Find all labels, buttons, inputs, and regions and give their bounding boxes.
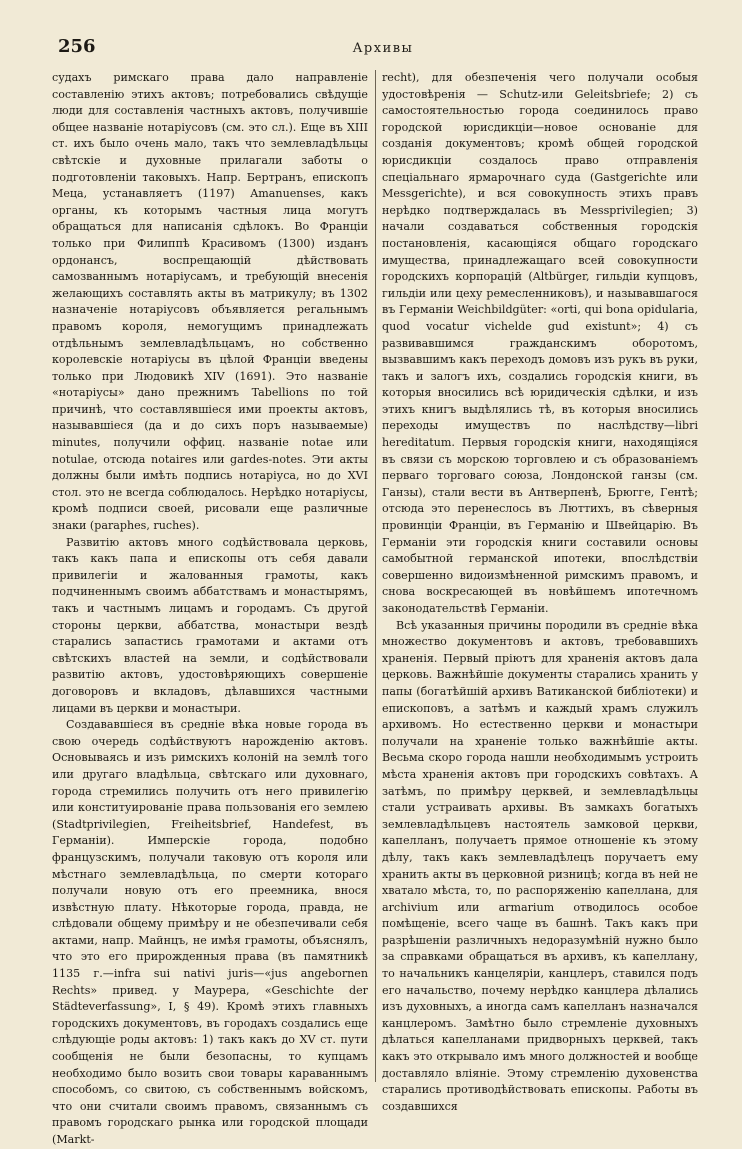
paragraph: судахъ римскаго права дало направленіе составленію этихъ актовъ; потребовались свѣдущіе люди для составленія частныхъ актовъ, получившіе общее названіе нотаріусовъ (см. это сл.). Еще въ XIII ст. ихъ было очень мало, такъ что землевладѣльцы свѣтскіе и духовные прилагали заботы о подготовленіи таковыхъ. Напр. Бертранъ, епископъ Меца, устанавляетъ (1197) Amanuenses, какъ органы, къ которымъ частныя лица могутъ обращаться для написанія сдѣлокъ. Во Франціи только при Филиппѣ Красивомъ (1300) изданъ ордонансъ, воспрещающій дѣйствовать самозваннымъ нотаріусамъ, и требующій внесенія желающихъ составлять акты въ матрикулу; въ 1302 назначеніе нотаріусовъ объявляется регальнымъ правомъ короля, немогущимъ принадлежать отдѣльнымъ землевладѣльцамъ, но собственно королевскіе нотаріусы въ цѣлой Франціи введены только при Людовикѣ XIV (1691). Это названіе «нотаріусы» дано прежнимъ Tabellions по той причинѣ, что составлявшіеся ими проекты актовъ, называвшіеся (да и до сихъ поръ называемые) minutes, получили оффиц. названіе notae или notulae, отсюда notaires или gardes-notes. Эти акты должны были имѣть подпись нотаріуса, но до XVI стол. это не всегда соблюдалось. Нерѣдко нотаріусы, кромѣ подписи своей, рисовали еще различные знаки (paraphes, ruches). [52, 71, 368, 533]
running-title: Архивы [352, 41, 414, 56]
column-gutter [368, 70, 382, 1082]
right-column [382, 70, 698, 1113]
page-header [58, 36, 708, 62]
paragraph: recht), для обезпеченія чего получали особыя удостовѣренія — Schutz-или Geleitsbriefe; 2) съ самостоятельностью города соединилось право городской юрисдикціи—новое основаніе для созданія документовъ; кромѣ общей городской юрисдикціи создалось право отправленія спеціальнаго ярмарочнаго суда (Gastgerichte или Messgerichte), и вся совокупность этихъ правъ нерѣдко подтверждалась въ Messprivilegien; 3) начали создаваться собственныя городскія постановленія, касающіяся общаго городскаго имущества, принадлежащаго всей совокупности городскихъ корпорацій (Altbürger, гильдіи купцовъ, гильдіи или цеху ремесленниковъ), и называвшагося въ Германіи Weichbildgüter: «orti, qui bona opidularia, quod vocatur vichelde gud existunt»; 4) съ развивавшимся гражданскимъ оборотомъ, вызвавшимъ какъ переходъ домовъ изъ рукъ въ руки, такъ и залогъ ихъ, создались городскія книги, въ которыя вносились всѣ юридическія сдѣлки, и изъ этихъ книгъ выдѣлялись тѣ, въ которыя вносились переходы имуществъ по наслѣдству—libri hereditatum. Первыя городскія книги, находящіяся въ связи съ морскою торговлею и съ образованіемъ перваго торговаго союза, Лондонской ганзы (см. Ганзы), стали вести въ Антверпенѣ, Брюгге, Гентѣ; отсюда это перенеслось въ Люттихъ, въ сѣверныя провинціи Франціи, въ Германію и Швейцарію. Въ Германіи эти городскія книги составили основы самобытной германской ипотеки, впослѣдствіи совершенно видоизмѣненной римскимъ правомъ, и снова воскресающей въ новѣйшемъ ипотечномъ законодательствѣ Германіи. [382, 71, 698, 615]
column-divider [375, 70, 376, 1082]
text-columns [52, 70, 712, 1146]
paragraph: Всѣ указанныя причины породили въ средніе вѣка множество документовъ и актовъ, требовавшихъ храненія. Первый пріютъ для храненія актовъ дала церковь. Важнѣйшіе документы старались хранить у папы (богатѣйшій архивъ Ватиканской библіотеки) и епископовъ, а затѣмъ и каждый храмъ служилъ архивомъ. Но естественно церкви и монастыри получали на храненіе только важнѣйшіе акты. Весьма скоро города нашли необходимымъ устроить мѣста храненія актовъ при городскихъ совѣтахъ. А затѣмъ, по примѣру церквей, и землевладѣльцы стали устраивать архивы. Въ замкахъ богатыхъ землевладѣльцевъ настоятель замковой церкви, капелланъ, получаетъ прямое отношеніе къ этому дѣлу, такъ какъ землевладѣлецъ поручаетъ ему хранить акты въ церковной ризницѣ; когда въ ней не хватало мѣста, то, по распоряженію капеллана, для archivium или armarium отводилось особое помѣщеніе, всего чаще въ башнѣ. Такъ какъ при разрѣшеніи различныхъ недоразумѣній нужно было за справками обращаться въ архивъ, къ капеллану, то начальникъ канцеляріи, канцлеръ, ставился подъ его начальство, почему нерѣдко канцлера дѣлались изъ духовныхъ, а иногда самъ капелланъ назначался канцлеромъ. Замѣтно было стремленіе духовныхъ дѣлаться капелланами придворныхъ церквей, такъ какъ это открывало имъ много должностей и вообще доставляло вліяніе. Этому стремленію духовенства старались противодѣйствовать епископы. Работы въ создавшихся [382, 618, 698, 1113]
paragraph: Развитію актовъ много содѣйствовала церковь, такъ какъ папа и епископы отъ себя давали привилегіи и жалованныя грамоты, какъ подчиненнымъ своимъ аббатствамъ и монастырямъ, такъ и частнымъ лицамъ и городамъ. Съ другой стороны церкви, аббатства, монастыри вездѣ старались запастись грамотами и актами отъ свѣтскихъ властей на земли, и содѣйствовали развитію актовъ, удостовѣряющихъ совершеніе договоровъ и вкладовъ, дѣлавшихся частными лицами въ церкви и монастыри. [52, 535, 368, 715]
page-number: 256 [58, 36, 96, 57]
paragraph: Создававшіеся въ средніе вѣка новые города въ свою очередь содѣйствуютъ нарожденію актовъ. Основываясь и изъ римскихъ колоній на землѣ того или другаго владѣльца, свѣтскаго или духовнаго, города стремились получить отъ него привилегію или конституированіе права пользованія его землею (Stadtprivilegien, Freiheitsbrief, Handefest, въ Германіи). Имперскіе города, подобно французскимъ, получали таковую отъ короля или мѣстнаго землевладѣльца, по смерти котораго получали новую отъ его преемника, внося извѣстную плату. Нѣкоторые города, правда, не слѣдовали общему примѣру и не обезпечивали себя актами, напр. Майнцъ, не имѣя грамоты, объяснялъ, что это его прирожденныя права (въ памятникѣ 1135 г.—infra sui nativi juris—«jus angebornen Rechts» привед. у Маурера, «Geschichte der Städteverfassung», I, § 49). Кромѣ этихъ главныхъ городскихъ документовъ, въ городахъ создались еще слѣдующіе роды актовъ: 1) такъ какъ до XV ст. пути сообщенія не были безопасны, то купцамъ необходимо было возить свои товары караваннымъ способомъ, со свитою, съ собственнымъ войскомъ, что они считали своимъ правомъ, связаннымъ съ правомъ городскаго рынка или городской площади (Markt- [52, 718, 368, 1146]
left-column [52, 70, 368, 1146]
